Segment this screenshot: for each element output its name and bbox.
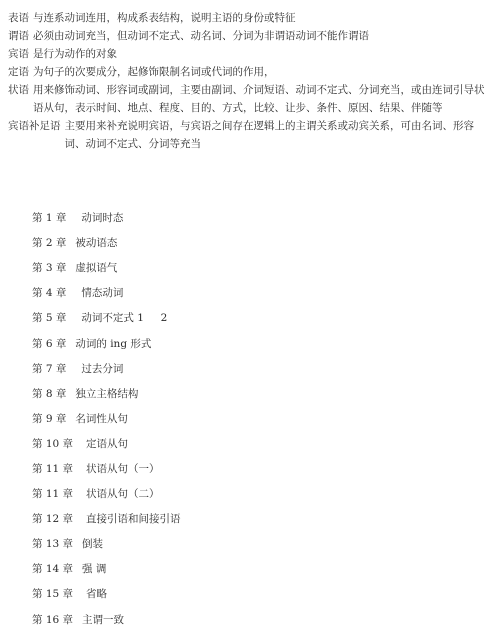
chapter-item (32, 280, 472, 305)
chapter-title: 动词时态 (81, 212, 124, 225)
chapter-item (32, 581, 472, 606)
definition-term: 表语 (8, 12, 29, 24)
chapter-item (32, 356, 472, 381)
chapter-title: 过去分词 (81, 362, 124, 375)
chapter-number: 第 10 章 (32, 437, 74, 450)
chapter-item (32, 330, 472, 355)
definition-term: 定语 (8, 66, 29, 78)
definition-term: 谓语 (8, 30, 29, 42)
definition-row-attribute (8, 63, 492, 81)
chapter-number: 第 6 章 (32, 337, 67, 350)
definition-row-adverbial (8, 81, 492, 117)
chapter-title: 被动语态 (75, 237, 118, 250)
chapter-title: 强 调 (82, 563, 107, 576)
chapter-item (32, 531, 472, 556)
chapter-list (32, 205, 472, 632)
definition-text: 用来修饰动词、形容词或副词，主要由副词、介词短语、动词不定式、分词充当，或由连词引导状语从句，表示时间、地点、程度、目的、方式，比较、让步、条件、原因、结果、伴随等 (33, 84, 485, 114)
chapter-number: 第 15 章 (32, 588, 74, 601)
chapter-title: 动词的 ing 形式 (75, 337, 152, 350)
chapter-title: 直接引语和间接引语 (86, 513, 181, 526)
chapter-number: 第 2 章 (32, 237, 67, 250)
chapter-number: 第 13 章 (32, 538, 74, 551)
chapter-number: 第 8 章 (32, 387, 67, 400)
chapter-title: 动词不定式 1 2 (81, 312, 168, 325)
chapter-item (32, 556, 472, 581)
chapter-title: 状语从句（二） (86, 488, 160, 501)
chapter-item (32, 506, 472, 531)
definition-row-predicative (8, 9, 492, 27)
chapter-number: 第 7 章 (32, 362, 67, 375)
definition-text: 为句子的次要成分，起修饰限制名词或代词的作用， (33, 66, 275, 78)
definition-text: 与连系动词连用，构成系表结构，说明主语的身份或特征 (33, 12, 296, 24)
chapter-item (32, 456, 472, 481)
chapter-item (32, 431, 472, 456)
chapter-item (32, 205, 472, 230)
chapter-title: 主谓一致 (82, 613, 125, 626)
chapter-number: 第 16 章 (32, 613, 74, 626)
chapter-item (32, 381, 472, 406)
definition-row-object (8, 45, 492, 63)
chapter-item (32, 481, 472, 506)
definition-term: 状语 (8, 84, 29, 96)
chapter-title: 虚拟语气 (75, 262, 118, 275)
chapter-title: 定语从句 (86, 437, 129, 450)
definition-text: 必须由动词充当，但动词不定式、动名词、分词为非谓语动词不能作谓语 (33, 30, 369, 42)
chapter-item (32, 305, 472, 330)
chapter-item (32, 607, 472, 632)
definition-term: 宾语 (8, 48, 29, 60)
chapter-item (32, 255, 472, 280)
chapter-number: 第 12 章 (32, 513, 74, 526)
chapter-title: 情态动词 (81, 287, 124, 300)
definition-row-predicate (8, 27, 492, 45)
chapter-number: 第 11 章 (32, 488, 74, 501)
definition-text: 是行为动作的对象 (33, 48, 117, 60)
definition-row-object-complement (8, 117, 492, 153)
chapter-title: 独立主格结构 (75, 387, 139, 400)
sentence-component-definitions (8, 9, 492, 153)
chapter-number: 第 3 章 (32, 262, 67, 275)
chapter-number: 第 4 章 (32, 287, 67, 300)
chapter-title: 名词性从句 (75, 412, 128, 425)
definition-text: 主要用来补充说明宾语，与宾语之间存在逻辑上的主谓关系或动宾关系，可由名词、形容词、动词不定式、分词等充当 (64, 120, 474, 150)
chapter-title: 省略 (86, 588, 108, 601)
chapter-title: 状语从句（一） (86, 462, 160, 475)
chapter-number: 第 5 章 (32, 312, 67, 325)
chapter-number: 第 11 章 (32, 462, 74, 475)
chapter-number: 第 14 章 (32, 563, 74, 576)
chapter-number: 第 1 章 (32, 212, 67, 225)
chapter-number: 第 9 章 (32, 412, 67, 425)
chapter-item (32, 406, 472, 431)
chapter-title: 倒装 (82, 538, 104, 551)
definition-term: 宾语补足语 (8, 120, 61, 132)
chapter-item (32, 230, 472, 255)
